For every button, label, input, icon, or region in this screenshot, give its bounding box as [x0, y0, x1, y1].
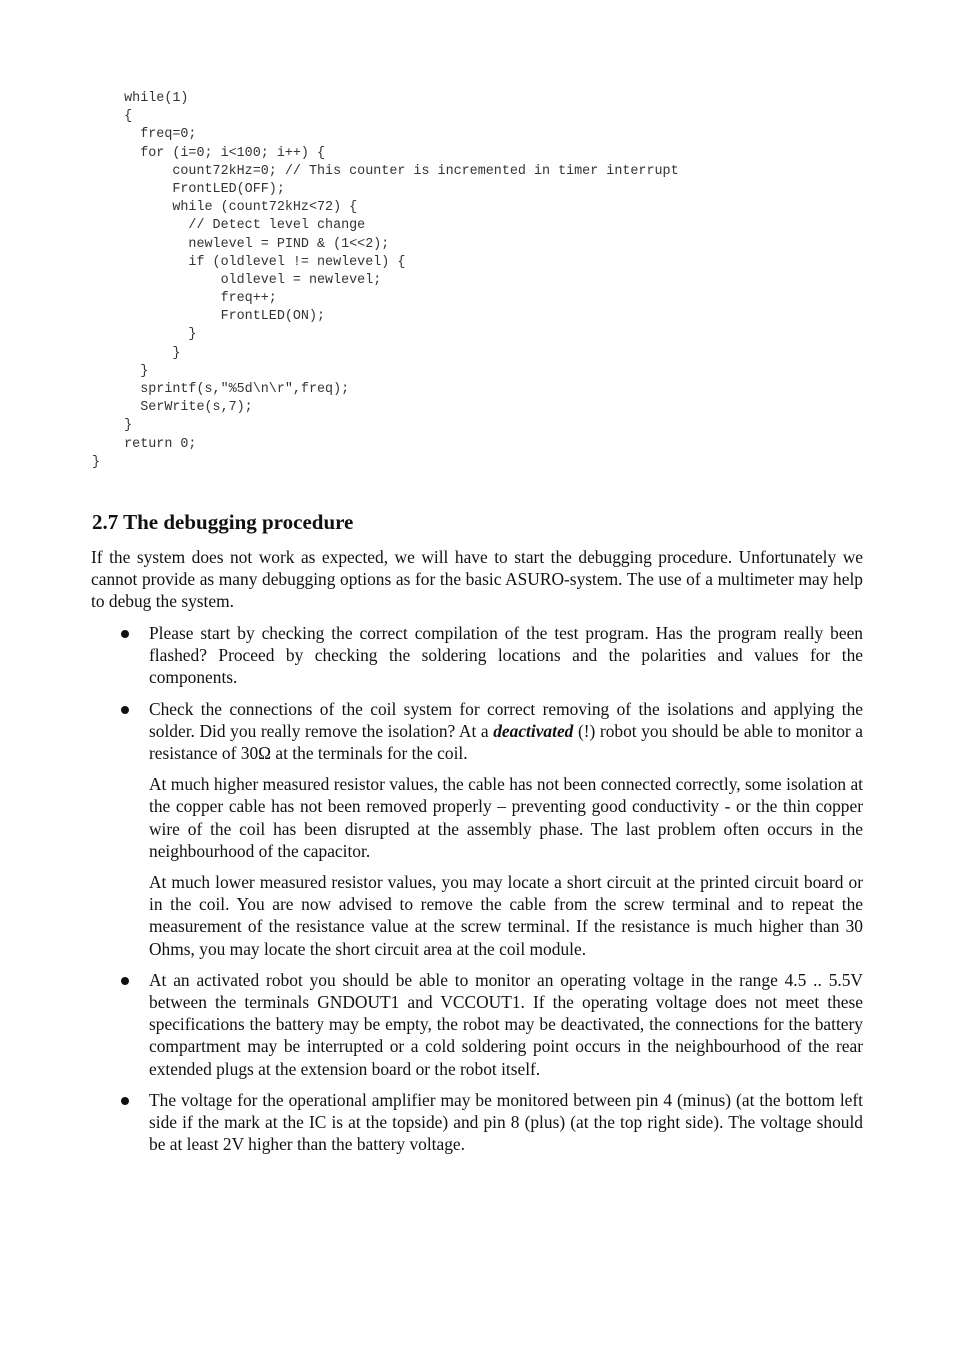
code-line: sprintf(s,"%5d\n\r",freq); — [92, 382, 350, 397]
code-line: return 0; — [92, 436, 197, 452]
code-line: FrontLED(ON); — [92, 309, 326, 325]
code-line: } — [92, 454, 101, 470]
bullet-item-opamp-voltage — [91, 1089, 863, 1156]
code-line: for (i=0; i<100; i++) { — [92, 145, 326, 161]
code-listing — [92, 90, 872, 472]
code-line: FrontLED(OFF); — [92, 181, 285, 197]
bullet-icon — [121, 630, 129, 638]
code-line: } — [92, 363, 149, 379]
code-line: } — [92, 345, 181, 361]
code-line: while (count72kHz<72) { — [92, 200, 358, 216]
code-line: newlevel = PIND & (1<<2); — [92, 236, 390, 252]
bullet-text: At an activated robot you should be able to monitor an operating voltage in the range 4.5 .. 5.5V between the terminals GNDOUT1 and VCCOUT1. If the operating voltage does not meet these specifications the battery may be empty, the robot may be deactivated, the connections for the battery compartment may be interrupted or a cold soldering point occurs in the neighbourhood of the rear extended plugs at the extension board or the robot itself. — [149, 969, 863, 1079]
code-line: // Detect level change — [92, 218, 366, 234]
code-line: count72kHz=0; // This counter is incremented in timer interrupt — [92, 163, 679, 179]
bullet-text-part: (!) robot you should be able to monitor a resistance of 30Ω at the terminals for the coil. — [149, 720, 863, 764]
code-line: oldlevel = newlevel; — [92, 272, 382, 288]
code-line: if (oldlevel != newlevel) { — [92, 254, 406, 270]
bullet-item-operating-voltage — [91, 969, 863, 1080]
bullet-list — [91, 622, 863, 1164]
bullet-item-coil-connections — [91, 698, 863, 960]
bullet-text: The voltage for the operational amplifier may be monitored between pin 4 (minus) (at the bottom left side if the mark at the IC is at the topside) and pin 8 (plus) (at the top right side). The voltage should be at least 2V higher than the battery voltage. — [149, 1089, 863, 1155]
code-line: SerWrite(s,7); — [92, 400, 253, 416]
code-line: freq=0; — [92, 127, 197, 143]
bullet-icon — [121, 1097, 129, 1105]
bullet-subparagraph: At much higher measured resistor values, the cable has not been connected correctly, some isolation at the copper cable has not been removed properly – preventing good conductivity - or the thin copper wire of the coil has been disrupted at the assembly phase. The last problem often occurs in the neighbourhood of the capacitor. — [149, 774, 863, 861]
bullet-text: Please start by checking the correct compilation of the test program. Has the program really been flashed? Proceed by checking the soldering locations and the polarities and values for the components. — [149, 623, 863, 688]
code-line: { — [92, 109, 133, 125]
section-heading: 2.7 The debugging procedure — [92, 510, 354, 534]
bullet-subparagraph: At much lower measured resistor values, you may locate a short circuit at the printed circuit board or in the coil. You are now advised to remove the cable from the screw terminal and to repeat the measurement of the resistance value at the screw terminal. If the resistance is much higher than 30 Ohms, you may locate the short circuit area at the coil module. — [149, 872, 863, 959]
code-line: freq++; — [92, 291, 277, 307]
bullet-icon — [121, 977, 129, 985]
emphasis-text: deactivated — [493, 720, 574, 741]
bullet-text — [149, 698, 863, 765]
code-line: } — [92, 418, 133, 434]
bullet-icon — [121, 706, 129, 714]
bullet-item-compilation — [91, 622, 863, 689]
bullet-text-part: Check the connections of the coil system for correct removing of the isolations and applying the solder. Did you really remove the isolation? At a — [149, 698, 863, 741]
intro-paragraph: If the system does not work as expected, we will have to start the debugging procedure. Unfortunately we cannot provide as many debugging options as for the basic ASURO-system. The use of a multimeter may help to debug the system. — [91, 547, 863, 612]
code-line: } — [92, 327, 197, 343]
code-line: while(1) — [92, 91, 189, 106]
